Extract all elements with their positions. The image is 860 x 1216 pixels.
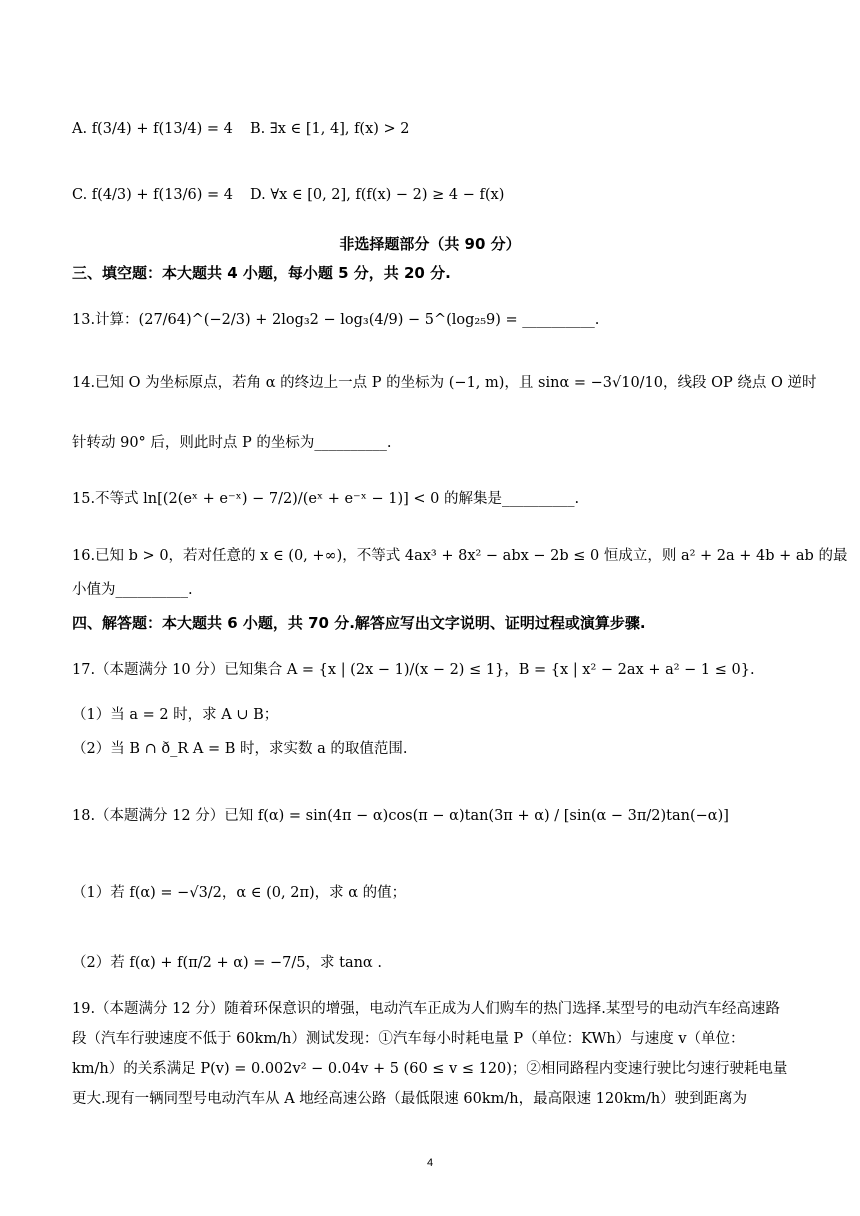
section-4-heading: 四、解答题：本大题共 6 小题，共 70 分.解答应写出文字说明、证明过程或演算步骤. (72, 614, 646, 632)
question-14-line-1: 14.已知 O 为坐标原点，若角 α 的终边上一点 P 的坐标为 (−1, m)，且 sinα = −3√10/10，线段 OP 绕点 O 逆时 (72, 375, 817, 391)
question-17-part-1: （1）当 a = 2 时，求 A ∪ B； (72, 707, 279, 723)
question-14-line-2: 针转动 90° 后，则此时点 P 的坐标为__________. (72, 435, 392, 451)
question-17-part-2: （2）当 B ∩ ð_R A = B 时，求实数 a 的取值范围. (72, 741, 408, 757)
question-18-part-2: （2）若 f(α) + f(π/2 + α) = −7/5，求 tanα . (72, 955, 382, 971)
option-c: C. f(4/3) + f(13/6) = 4 (72, 187, 234, 203)
question-15: 15.不等式 ln[(2(eˣ + e⁻ˣ) − 7/2)/(eˣ + e⁻ˣ − 1)] < 0 的解集是__________. (72, 491, 580, 507)
section-3-heading: 三、填空题：本大题共 4 小题，每小题 5 分，共 20 分. (72, 264, 451, 282)
question-18: 18.（本题满分 12 分）已知 f(α) = sin(4π − α)cos(π − α)tan(3π + α) / [sin(α − 3π/2)tan(−α)] (72, 808, 729, 824)
question-16-line-2: 小值为__________. (72, 582, 193, 598)
part-title: 非选择题部分（共 90 分） (339, 235, 521, 253)
option-row-cd (72, 184, 788, 206)
question-16-line-1: 16.已知 b > 0，若对任意的 x ∈ (0, +∞)，不等式 4ax³ + 8x² − abx − 2b ≤ 0 恒成立，则 a² + 2a + 4b + ab 的最 (72, 548, 848, 564)
option-row-ab (72, 118, 788, 140)
option-b: B. ∃x ∈ [1, 4], f(x) > 2 (250, 121, 410, 137)
question-17: 17.（本题满分 10 分）已知集合 A = {x | (2x − 1)/(x − 2) ≤ 1}，B = {x | x² − 2ax + a² − 1 ≤ 0}. (72, 662, 755, 678)
option-d: D. ∀x ∈ [0, 2], f(f(x) − 2) ≥ 4 − f(x) (250, 187, 505, 203)
question-18-part-1: （1）若 f(α) = −√3/2，α ∈ (0, 2π)，求 α 的值； (72, 885, 407, 901)
question-19: 19.（本题满分 12 分）随着环保意识的增强，电动汽车正成为人们购车的热门选择.某型号的电动汽车经高速路段（汽车行驶速度不低于 60km/h）测试发现：①汽车每小时耗电量 P（单位：KWh）与速度 v（单位：km/h）的关系满足 P(v) = 0.002v² − 0.04v + 5 (60 ≤ v ≤ 120)；②相同路程内变速行驶比匀速行驶耗电量更大.现有一辆同型号电动汽车从 A 地经高速公路（最低限速 60km/h，最高限速 120km/h）驶到距离为 (72, 1001, 788, 1107)
page-number: 4 (426, 1157, 434, 1169)
option-a: A. f(3/4) + f(13/4) = 4 (72, 121, 233, 137)
question-13: 13.计算：(27/64)^(−2/3) + 2log₃2 − log₃(4/9) − 5^(log₂₅9) = __________. (72, 312, 600, 328)
